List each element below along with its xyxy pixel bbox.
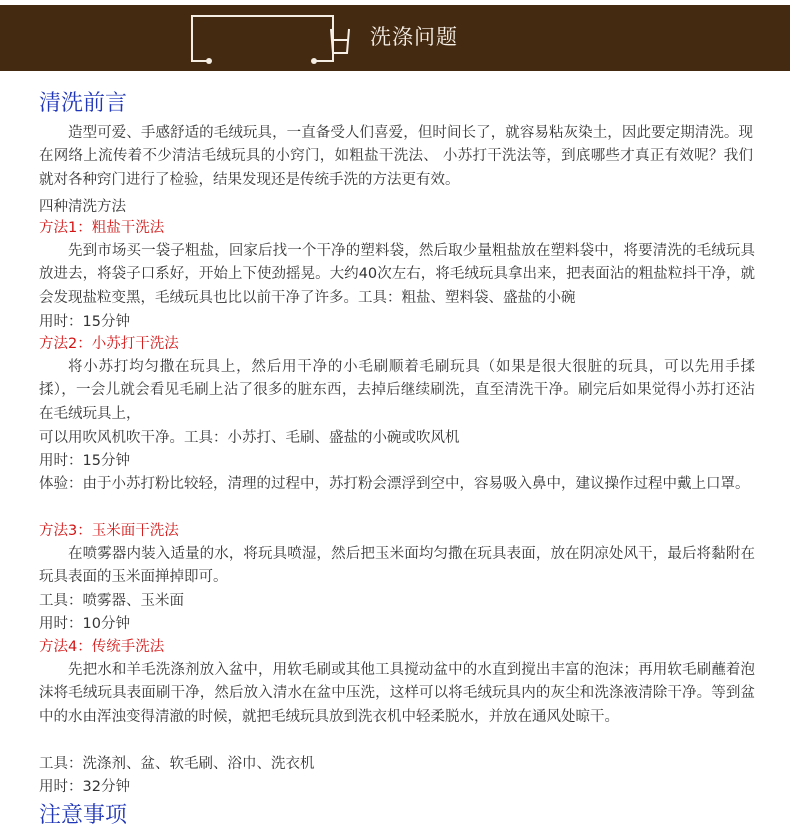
method-2-description: 将小苏打均匀撒在玩具上，然后用干净的小毛刷顺着毛刷玩具（如果是很大很脏的玩具，可以先用手揉揉），一会儿就会看见毛刷上沾了很多的脏东西，去掉后继续刷洗，直至清洗干净。刷完后如果觉得小苏打还沾在毛绒玩具上， [39, 359, 755, 422]
methods-subheading: 四种清洗方法 [39, 199, 126, 215]
section-title-intro: 清洗前言 [39, 91, 128, 116]
method-4-tools: 工具：洗涤剂、盆、软毛刷、浴巾、洗衣机 [39, 756, 315, 772]
section-title-notes: 注意事项 [39, 803, 128, 828]
banner-frame [191, 15, 334, 62]
banner-dot-left [206, 58, 212, 64]
method-3-description: 在喷雾器内装入适量的水，将玩具喷湿，然后把玉米面均匀撒在玩具表面，放在阴凉处风干，最后将黏附在玩具表面的玉米面掸掉即可。 [39, 546, 755, 586]
banner-frame-bottom-right [316, 60, 333, 62]
banner-dot-right [311, 58, 317, 64]
method-4-title: 方法4：传统手洗法 [39, 639, 165, 655]
method-3-tools: 工具：喷雾器、玉米面 [39, 593, 184, 609]
method-3-title: 方法3：玉米面干洗法 [39, 523, 179, 539]
method-2-experience: 体验：由于小苏打粉比较轻，清理的过程中，苏打粉会漂浮到空中，容易吸入鼻中，建议操作过程中戴上口罩。 [39, 476, 750, 492]
cup-icon [329, 28, 351, 54]
method-1-title: 方法1：粗盐干洗法 [39, 220, 165, 236]
method-1-description: 先到市场买一袋子粗盐，回家后找一个干净的塑料袋，然后取少量粗盐放在塑料袋中，将要清洗的毛绒玩具放进去，将袋子口系好，开始上下使劲摇晃。大约40次左右，将毛绒玩具拿出来，把表面沾的粗盐粒抖干净，就会发现盐粒变黑，毛绒玩具也比以前干净了许多。工具：粗盐、塑料袋、盛盐的小碗 [39, 243, 755, 306]
method-4-time: 用时：32分钟 [39, 779, 130, 795]
method-2-time: 用时：15分钟 [39, 453, 130, 469]
method-1-time: 用时：15分钟 [39, 314, 130, 330]
method-4-description: 先把水和羊毛洗涤剂放入盆中，用软毛刷或其他工具搅动盆中的水直到搅出丰富的泡沫；再用软毛刷蘸着泡沫将毛绒玩具表面刷干净，然后放入清水在盆中压洗，这样可以将毛绒玩具内的灰尘和洗涤液清除干净。等到盆中的水由浑浊变得清澈的时候，就把毛绒玩具放到洗衣机中轻柔脱水，并放在通风处晾干。 [39, 662, 755, 725]
banner-title: 洗涤问题 [370, 25, 458, 49]
method-2-tools: 可以用吹风机吹干净。工具：小苏打、毛刷、盛盐的小碗或吹风机 [39, 430, 460, 446]
method-2-title: 方法2：小苏打干洗法 [39, 336, 179, 352]
intro-paragraph: 造型可爱、手感舒适的毛绒玩具，一直备受人们喜爱，但时间长了，就容易粘灰染土，因此要定期清洗。现在网络上流传着不少清洁毛绒玩具的小窍门，如粗盐干洗法、 小苏打干洗法等，到底哪些才真正有效呢？我们就对各种窍门进行了检验，结果发现还是传统手洗的方法更有效。 [39, 125, 753, 188]
method-3-time: 用时：10分钟 [39, 616, 130, 632]
